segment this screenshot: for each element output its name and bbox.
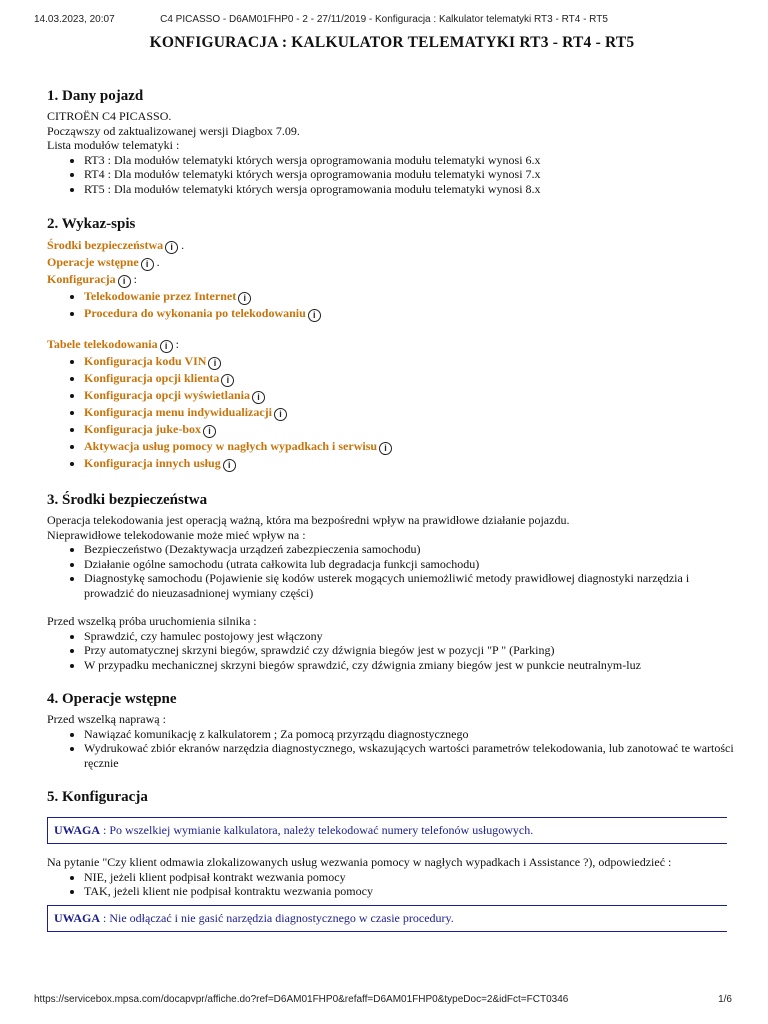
section-srodki-bezpieczenstwa (47, 492, 737, 672)
list-item (84, 387, 737, 404)
list-item (84, 421, 737, 438)
info-icon[interactable]: i (238, 292, 251, 305)
list-item (84, 370, 737, 387)
punctuation: : (130, 272, 138, 286)
link-tabele-telekodowania[interactable]: Tabele telekodowania (47, 337, 158, 351)
warning-label: UWAGA (54, 823, 101, 837)
list-item: • TAK, jeżeli klient nie podpisał kontraktu wezwania pomocy (84, 884, 737, 899)
info-icon[interactable]: i (165, 241, 178, 254)
link-srodki-bezpieczenstwa[interactable]: Środki bezpieczeństwa (47, 238, 164, 252)
text-line: Przed wszelką naprawą : (47, 712, 166, 726)
konfig-link-list (47, 288, 737, 322)
section-heading: 5. Konfiguracja (47, 789, 148, 805)
toc-row (47, 271, 737, 288)
list-item: • RT4 : Dla modułów telematyki których wersja oprogramowania modułu telematyki wynosi 7.x (84, 167, 737, 182)
impact-list (47, 542, 737, 600)
section-heading: 1. Dany pojazd (47, 88, 144, 104)
preparation-list (47, 727, 737, 771)
punctuation: . (153, 255, 160, 269)
toc-row (47, 237, 737, 254)
list-item: • Sprawdzić, czy hamulec postojowy jest włączony (84, 629, 737, 644)
link-konfiguracja[interactable]: Konfiguracja (47, 272, 116, 286)
tabele-link-list (47, 353, 737, 472)
text-line: Nieprawidłowe telekodowanie może mieć wpływ na : (47, 527, 306, 542)
warning-label: UWAGA (54, 910, 101, 925)
list-item: • Działanie ogólne samochodu (utrata całkowita lub degradacja funkcji samochodu) (84, 557, 737, 572)
print-page-title: C4 PICASSO - D6AM01FHP0 - 2 - 27/11/2019 - Konfiguracja : Kalkulator telematyki RT3 - RT4 - RT5 (160, 14, 608, 25)
list-item: • RT5 : Dla modułów telematyki których wersja oprogramowania modułu telematyki wynosi 8.x (84, 182, 737, 197)
text-line: Operacja telekodowania jest operacją ważną, która ma bezpośredni wpływ na prawidłowe działanie pojazdu. (47, 513, 570, 527)
punctuation: : (172, 337, 179, 351)
info-icon[interactable]: i (223, 459, 236, 472)
list-item: • Diagnostykę samochodu (Pojawienie się kodów usterek mogących uniemożliwić metody prawidłowej diagnostyki narzędzia i prowadzić do nieuzasadnionej wymiany części) (84, 571, 737, 600)
link-juke-box[interactable]: Konfiguracja juke-box (84, 422, 201, 436)
section-operacje-wstepne (47, 691, 737, 770)
info-icon[interactable]: i (118, 275, 131, 288)
link-operacje-wstepne[interactable]: Operacje wstępne (47, 255, 139, 269)
link-telekodowanie-internet[interactable]: Telekodowanie przez Internet (84, 289, 237, 303)
list-item (84, 404, 737, 421)
info-icon[interactable]: i (203, 425, 216, 438)
document-content (47, 34, 737, 932)
link-menu-indywidualizacji[interactable]: Konfiguracja menu indywidualizacji (84, 405, 273, 419)
warning-text: : Nie odłączać i nie gasić narzędzia diagnostycznego w czasie procedury. (100, 910, 454, 925)
info-icon[interactable]: i (308, 309, 321, 322)
section-konfiguracja (47, 789, 737, 932)
link-innych-uslug[interactable]: Konfiguracja innych usług (84, 456, 221, 470)
toc-row (47, 336, 737, 353)
section-dany-pojazd (47, 88, 737, 196)
text-line: Na pytanie "Czy klient odmawia zlokalizowanych usług wezwania pomocy w nagłych wypadkach i Assistance ?), odpowiedzieć : (47, 855, 672, 869)
print-url[interactable]: https://servicebox.mpsa.com/docapvpr/affiche.do?ref=D6AM01FHP0&refaff=D6AM01FHP0&typeDoc=2&idFct=FCT0346 (34, 994, 569, 1005)
punctuation: . (178, 238, 185, 252)
info-icon[interactable]: i (208, 357, 221, 370)
section-wykaz-spis (47, 216, 737, 472)
list-item (84, 288, 737, 305)
list-item (84, 455, 737, 472)
info-icon[interactable]: i (379, 442, 392, 455)
warning-note (47, 905, 727, 932)
engine-check-list (47, 629, 737, 673)
list-item: • W przypadku mechanicznej skrzyni biegów sprawdzić, czy dźwignia zmiany biegów jest w punkcie neutralnym-luz (84, 658, 737, 673)
info-icon[interactable]: i (252, 391, 265, 404)
link-opcji-klienta[interactable]: Konfiguracja opcji klienta (84, 371, 220, 385)
text-line: CITROËN C4 PICASSO. (47, 109, 172, 123)
section-heading: 2. Wykaz-spis (47, 216, 136, 232)
print-page-number: 1/6 (718, 994, 732, 1005)
list-item: • NIE, jeżeli klient podpisał kontrakt wezwania pomocy (84, 870, 737, 885)
info-icon[interactable]: i (141, 258, 154, 271)
answer-list (47, 870, 737, 899)
section-heading: 4. Operacje wstępne (47, 691, 177, 707)
text-line: Lista modułów telematyki : (47, 138, 180, 152)
section-heading: 3. Środki bezpieczeństwa (47, 492, 208, 508)
warning-note (47, 817, 727, 844)
link-procedura-po-telekodowaniu[interactable]: Procedura do wykonania po telekodowaniu (84, 306, 306, 320)
toc-row (47, 254, 737, 271)
list-item (84, 305, 737, 322)
document-title: KONFIGURACJA : KALKULATOR TELEMATYKI RT3 - RT4 - RT5 (149, 34, 635, 51)
list-item (84, 438, 737, 455)
print-datetime: 14.03.2023, 20:07 (34, 14, 115, 25)
link-konfiguracja-vin[interactable]: Konfiguracja kodu VIN (84, 354, 207, 368)
link-uslug-pomocy[interactable]: Aktywacja usług pomocy w nagłych wypadkach i serwisu (84, 439, 378, 453)
info-icon[interactable]: i (221, 374, 234, 387)
info-icon[interactable]: i (160, 340, 173, 353)
module-list (47, 153, 737, 197)
list-item: • Bezpieczeństwo (Dezaktywacja urządzeń zabezpieczenia samochodu) (84, 542, 737, 557)
list-item: • Nawiązać komunikację z kalkulatorem ; Za pomocą przyrządu diagnostycznego (84, 727, 737, 742)
text-line: Począwszy od zaktualizowanej wersji Diagbox 7.09. (47, 123, 300, 138)
link-opcji-wyswietlania[interactable]: Konfiguracja opcji wyświetlania (84, 388, 250, 402)
list-item: • Wydrukować zbiór ekranów narzędzia diagnostycznego, wskazujących wartości parametrów telekodowania, lub zanotować te wartości ręcznie (84, 741, 737, 770)
warning-text: : Po wszelkiej wymianie kalkulatora, należy telekodować numery telefonów usługowych. (100, 823, 534, 837)
info-icon[interactable]: i (274, 408, 287, 421)
text-line: Przed wszelką próba uruchomienia silnika : (47, 614, 257, 628)
list-item: • Przy automatycznej skrzyni biegów, sprawdzić czy dźwignia biegów jest w pozycji "P " (Parking) (84, 643, 737, 658)
list-item (84, 353, 737, 370)
list-item: • RT3 : Dla modułów telematyki których wersja oprogramowania modułu telematyki wynosi 6.x (84, 153, 737, 168)
